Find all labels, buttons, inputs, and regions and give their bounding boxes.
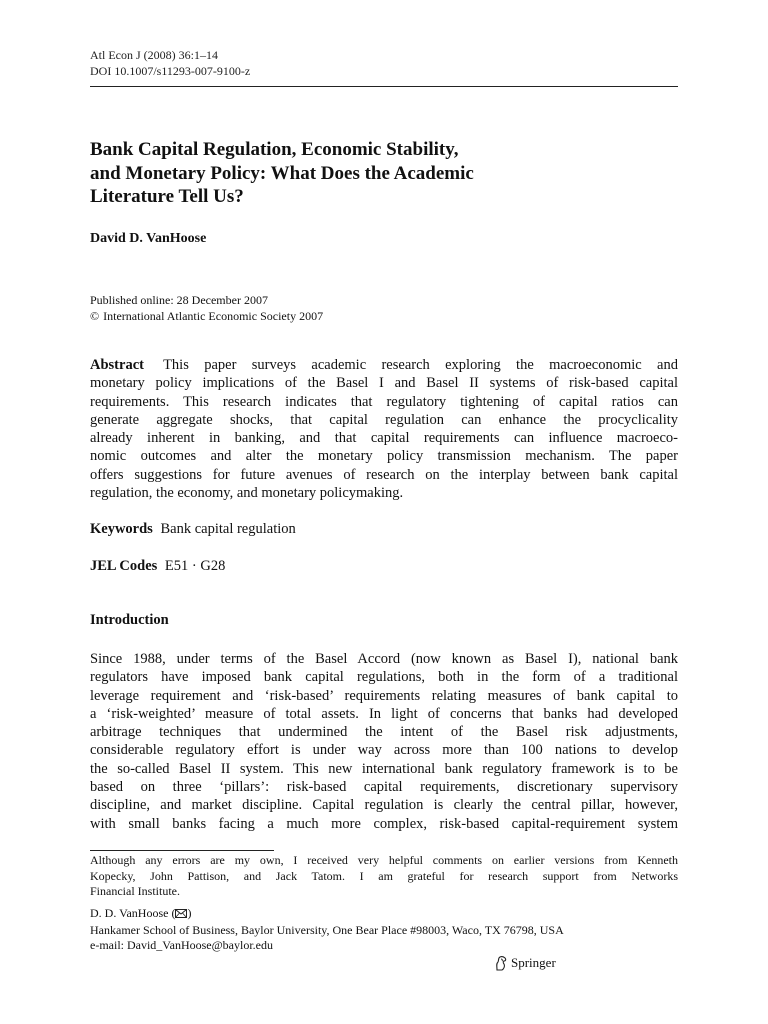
section-heading: Introduction: [90, 612, 169, 628]
copyright-icon: ©: [90, 308, 100, 323]
title-line: Literature Tell Us?: [90, 186, 244, 207]
abstract-line: monetary policy implications of the Basel I and Basel II systems of risk-based capital: [90, 375, 678, 392]
introduction-paragraph: [90, 650, 678, 833]
intro-line: the so-called Basel II system. This new international bank regulatory framework is to be: [90, 760, 678, 777]
footnote-line: Although any errors are my own, I received very helpful comments on earlier versions from Kenneth: [90, 853, 678, 867]
jel-text: E51 · G28: [164, 558, 226, 574]
header-rule: [90, 86, 678, 87]
published-online: Published online: 28 December 2007: [90, 293, 268, 307]
intro-line: a ‘risk-weighted’ measure of total assets. In light of concerns that banks had developed: [90, 705, 678, 722]
title-line: Bank Capital Regulation, Economic Stability,: [90, 139, 459, 160]
intro-line: Since 1988, under terms of the Basel Accord (now known as Basel I), national bank: [90, 651, 678, 667]
abstract-line: already inherent in banking, and that capital requirements can influence macroeco-: [90, 430, 678, 447]
copyright-text: International Atlantic Economic Society 2007: [103, 308, 324, 323]
keywords: [90, 521, 296, 538]
publication-info: [90, 293, 323, 324]
intro-line: discipline, and market discipline. Capital regulation is clearly the central pillar, however,: [90, 797, 678, 814]
doi: DOI 10.1007/s11293-007-9100-z: [90, 64, 251, 78]
keywords-label: Keywords: [90, 521, 153, 537]
title-line: and Monetary Policy: What Does the Academic: [90, 162, 474, 184]
abstract-line: offers suggestions for future avenues of research on the interplay between bank capital: [90, 466, 678, 483]
publisher-logo: [494, 955, 556, 971]
abstract-line: regulation, the economy, and monetary policymaking.: [90, 485, 404, 502]
envelope-icon: [175, 907, 187, 923]
intro-line: leverage requirement and ‘risk-based’ requirements relating measures of bank capital to: [90, 687, 678, 704]
contact-affiliation: Hankamer School of Business, Baylor University, One Bear Place #98003, Waco, TX 76798, USA: [90, 922, 564, 937]
acknowledgement-footnote: [90, 853, 678, 900]
copyright-line: [90, 309, 323, 325]
intro-line: based on three ‘pillars’: risk-based capital requirements, discretionary supervisory: [90, 779, 678, 796]
intro-line: regulators have imposed bank capital regulations, both in the form of a traditional: [90, 669, 678, 686]
author-name: David D. VanHoose: [90, 231, 207, 246]
abstract-line: requirements. This research indicates that regulatory tightening of capital ratios can: [90, 393, 678, 410]
footnote-line: Financial Institute.: [90, 884, 180, 898]
intro-line: with small banks facing a much more complex, risk-based capital-requirement system: [90, 815, 678, 832]
footnote-line: Kopecky, John Pattison, and Jack Tatom. I am grateful for research support from Networks: [90, 868, 678, 883]
publisher-name: Springer: [511, 955, 556, 970]
contact-email[interactable]: e-mail: David_VanHoose@baylor.edu: [90, 938, 274, 952]
journal-reference: Atl Econ J (2008) 36:1–14: [90, 48, 218, 62]
abstract-line: nomic outcomes and alter the monetary policy transmission mechanism. The paper: [90, 448, 678, 465]
intro-line: arbitrage techniques that undermined the intent of the Basel risk adjustments,: [90, 724, 678, 741]
keywords-text: Bank capital regulation: [160, 521, 296, 537]
jel-codes: [90, 558, 225, 575]
contact-name: D. D. VanHoose ( ): [90, 906, 564, 923]
author-contact: [90, 906, 564, 954]
paper-title: [90, 138, 630, 209]
intro-line: considerable regulatory effort is under way across more than 100 nations to develop: [90, 742, 678, 759]
abstract-line: Abstract This paper surveys academic research exploring the macroeconomic and: [90, 357, 678, 373]
abstract: [90, 356, 678, 502]
abstract-label: Abstract: [90, 357, 144, 373]
jel-label: JEL Codes: [90, 558, 158, 574]
footnote-rule: [90, 850, 274, 851]
springer-horse-icon: [494, 955, 508, 971]
abstract-line: generate aggregate shocks, that capital regulation can enhance the procyclicality: [90, 411, 678, 428]
